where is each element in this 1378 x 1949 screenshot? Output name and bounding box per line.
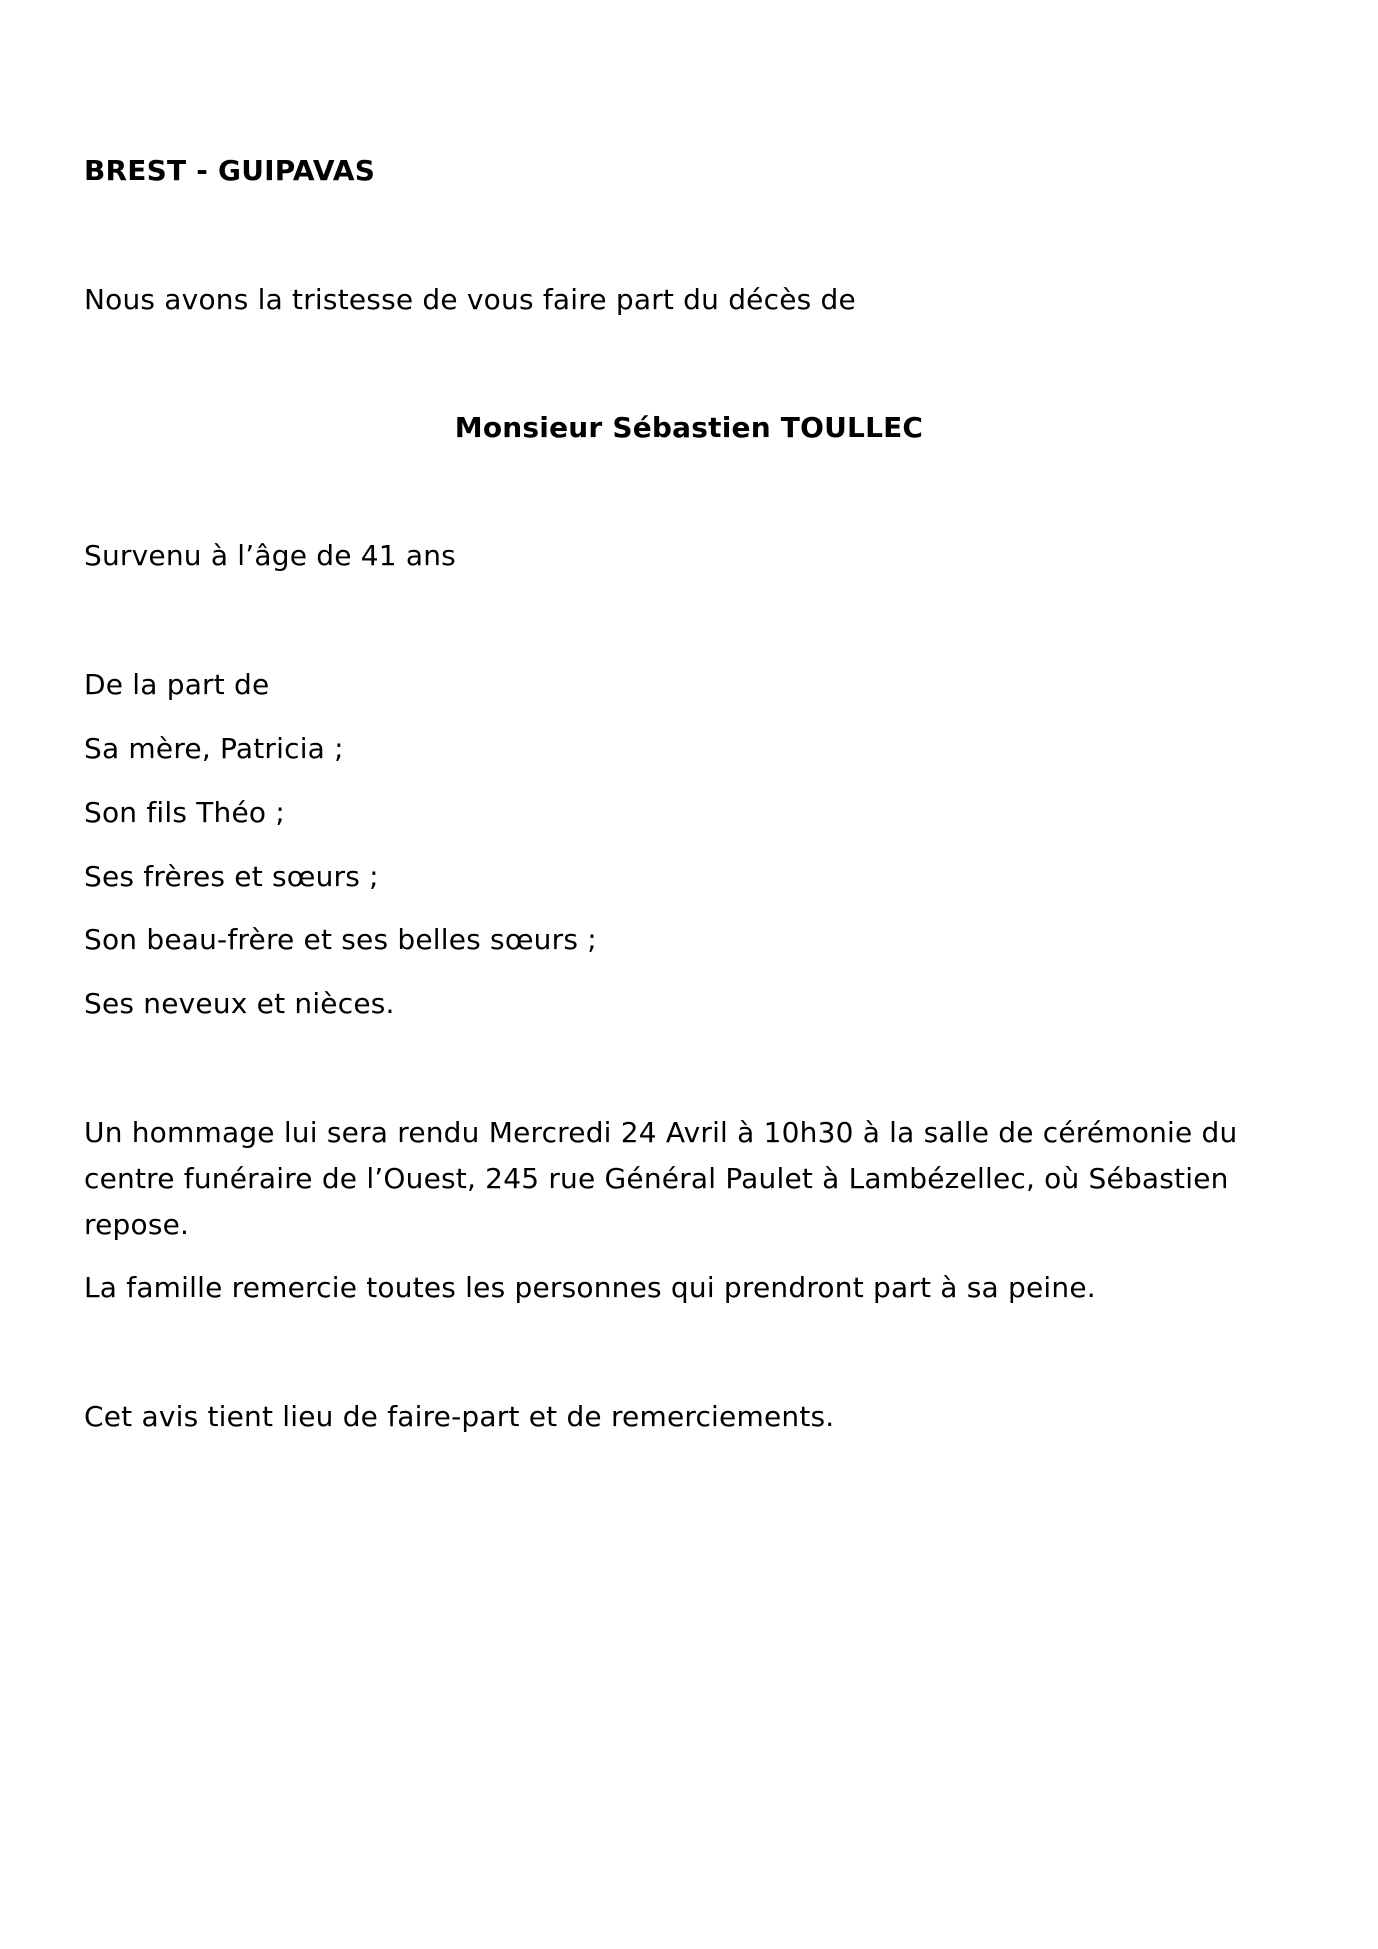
intro-text: Nous avons la tristesse de vous faire part du décès de — [84, 283, 856, 316]
deceased-name: Monsieur Sébastien TOULLEC — [454, 411, 924, 444]
age-text: Survenu à l’âge de 41 ans — [84, 539, 456, 572]
thanks-text: La famille remercie toutes les personnes qui prendront part à sa peine. — [84, 1271, 1096, 1304]
family-member-in-laws: Son beau-frère et ses belles sœurs ; — [84, 923, 597, 956]
family-member-son: Son fils Théo ; — [84, 796, 285, 829]
notice-text: Cet avis tient lieu de faire-part et de remerciements. — [84, 1400, 835, 1433]
location-heading: BREST - GUIPAVAS — [84, 154, 376, 187]
ceremony-line-2: centre funéraire de l’Ouest, 245 rue Général Paulet à Lambézellec, où Sébastien — [84, 1162, 1229, 1195]
family-heading: De la part de — [84, 668, 270, 701]
ceremony-line-1: Un hommage lui sera rendu Mercredi 24 Avril à 10h30 à la salle de cérémonie du — [84, 1116, 1238, 1149]
ceremony-line-3: repose. — [84, 1208, 190, 1241]
family-member-mother: Sa mère, Patricia ; — [84, 732, 344, 765]
family-member-siblings: Ses frères et sœurs ; — [84, 860, 379, 893]
family-member-nephews: Ses neveux et nièces. — [84, 987, 395, 1020]
